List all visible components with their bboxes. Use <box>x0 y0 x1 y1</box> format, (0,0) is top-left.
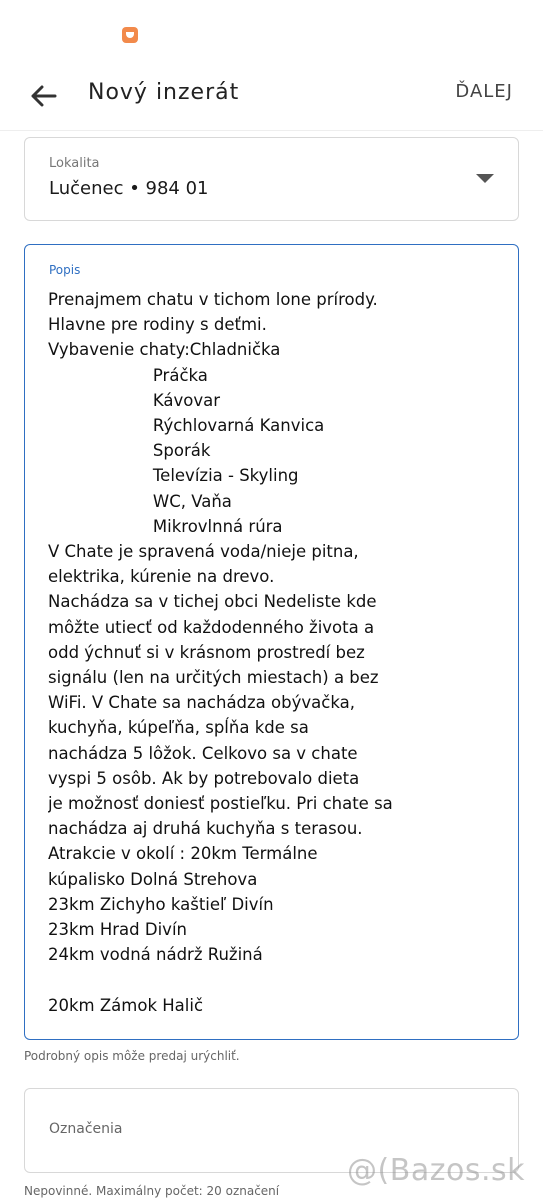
watermark-logo: @(Bazos.sk <box>347 1153 525 1188</box>
page-title: Nový inzerát <box>88 80 240 105</box>
tags-label: Označenia <box>49 1121 123 1137</box>
back-button[interactable] <box>26 78 62 114</box>
status-bar <box>0 0 543 62</box>
arrow-left-icon <box>31 85 57 107</box>
tags-helper-text: Nepovinné. Maximálny počet: 20 označení <box>24 1184 280 1198</box>
location-field[interactable] <box>24 137 519 221</box>
caret-down-icon[interactable] <box>476 174 494 183</box>
location-label: Lokalita <box>49 156 100 171</box>
location-value: Lučenec • 984 01 <box>49 178 209 199</box>
description-helper-text: Podrobný opis môže predaj urýchliť. <box>24 1049 240 1063</box>
description-label: Popis <box>49 263 81 277</box>
app-notification-icon <box>122 27 138 43</box>
next-button[interactable]: ĎALEJ <box>455 81 513 102</box>
description-textarea[interactable]: Prenajmem chatu v tichom lone prírody. Hlavne pre rodiny s deťmi. Vybavenie chaty:Chladnička Práčka Kávovar Rýchlovarná Kanvica Sporák Televízia - Skyling WC, Vaňa Mikrovlnná rúra V Chate je spravená voda/nieje pitna, elektrika, kúrenie na drevo. Nachádza sa v tichej obci Nedeliste kde môžte utiecť od každodenného života a odd ýchnuť si v krásnom prostredí bez signálu (len na určitých miestach) a bez WiFi. V Chate sa nachádza obývačka, kuchyňa, kúpeľňa, spĺňa kde sa nachádza 5 lôžok. Celkovo sa v chate vyspi 5 osôb. Ak by potrebovalo dieta je možnosť doniesť postieľku. Pri chate sa nachádza aj druhá kuchyňa s terasou. Atrakcie v okolí : 20km Termálne kúpalisko Dolná Strehova 23km Zichyho kaštieľ Divín 23km Hrad Divín 24km vodná nádrž Ružiná 20km Zámok Halič <box>48 290 393 1015</box>
description-field[interactable] <box>24 244 519 1040</box>
app-bar <box>0 62 543 131</box>
